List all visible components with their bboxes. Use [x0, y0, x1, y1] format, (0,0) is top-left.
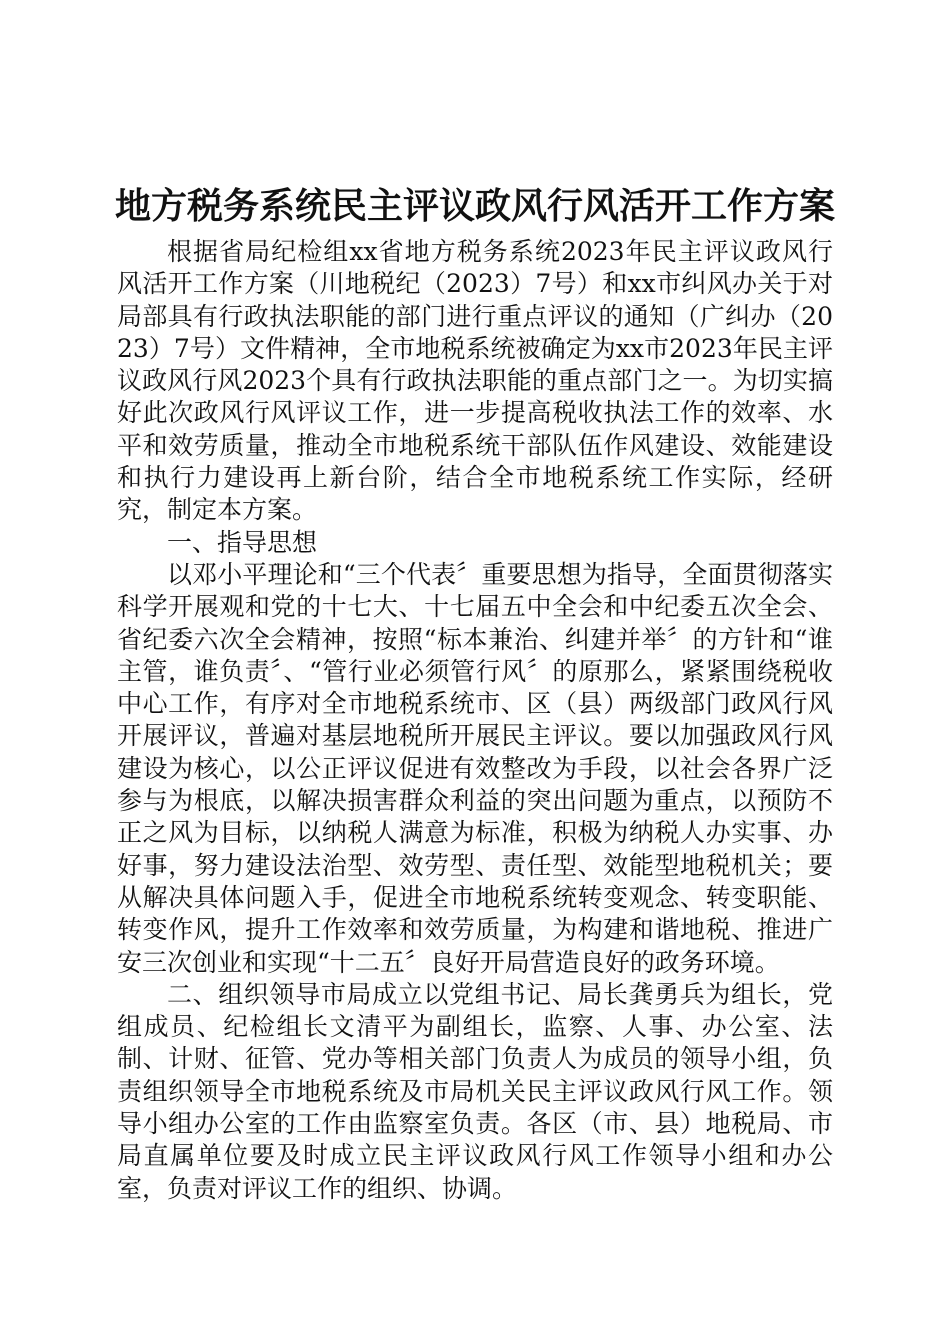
paragraph-guiding-thought: 以邓小平理论和“三个代表〞重要思想为指导，全面贯彻落实科学开展观和党的十七大、十七届五中全会和中纪委五次全会、省纪委六次全会精神，按照“标本兼治、纠建并举〞的方针和“谁主管，谁负责〞、“管行业必须管行风〞的原那么，紧紧围绕税收中心工作，有序对全市地税系统市、区（县）两级部门政风行风开展评议，普遍对基层地税所开展民主评议。要以加强政风行风建设为核心，以公正评议促进有效整改为手段，以社会各界广泛参与为根底，以解决损害群众利益的突出问题为重点，以预防不正之风为目标，以纳税人满意为标准，积极为纳税人办实事、办好事，努力建设法治型、效劳型、责任型、效能型地税机关；要从解决具体问题入手，促进全市地税系统转变观念、转变职能、转变作风，提升工作效率和效劳质量，为构建和谐地税、推进广安三次创业和实现“十二五〞良好开局营造良好的政务环境。 — [117, 559, 833, 977]
section-heading-guiding-thought: 一、指导思想 — [167, 527, 318, 557]
paragraph-intro: 根据省局纪检组xx省地方税务系统2023年民主评议政风行风活开工作方案（川地税纪（2023）7号）和xx市纠风办关于对局部具有行政执法职能的部门进行重点评议的通知（广纠办（2023）7号）文件精神，全市地税系统被确定为xx市2023年民主评议政风行风2023个具有行政执法职能的重点部门之一。为切实搞好此次政风行风评议工作，进一步提高税收执法工作的效率、水平和效劳质量，推动全市地税系统干部队伍作风建设、效能建设和执行力建设再上新台阶，结合全市地税系统工作实际，经研究，制定本方案。 — [117, 237, 833, 525]
paragraph-organization: 二、组织领导市局成立以党组书记、局长龚勇兵为组长，党组成员、纪检组长文清平为副组长，监察、人事、办公室、法制、计财、征管、党办等相关部门负责人为成员的领导小组，负责组织领导全市地税系统及市局机关民主评议政风行风工作。领导小组办公室的工作由监察室负责。各区（市、县）地税局、市局直属单位要及时成立民主评议政风行风工作领导小组和办公室，负责对评议工作的组织、协调。 — [117, 979, 833, 1203]
document-body — [117, 236, 833, 1205]
document-title: 地方税务系统民主评议政风行风活开工作方案 — [114, 186, 835, 227]
